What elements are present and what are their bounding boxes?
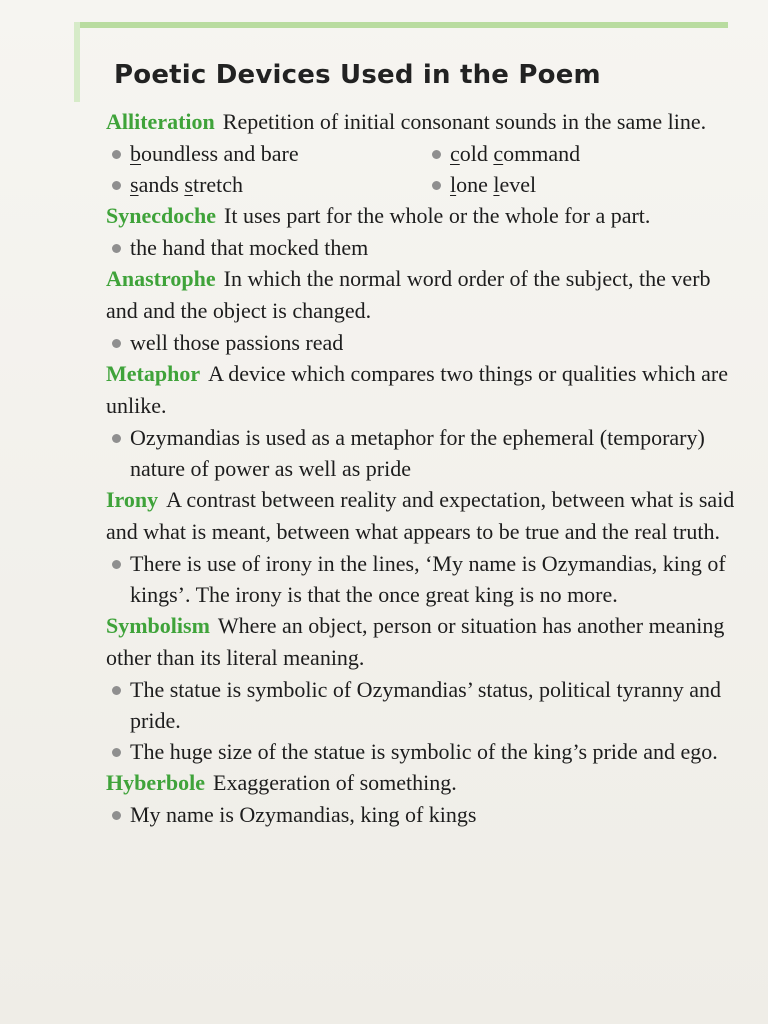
term-definition: Where an object, person or situation has another meaning other than its literal meaning. bbox=[106, 613, 725, 670]
left-accent-rule bbox=[74, 22, 80, 102]
entry-alliteration bbox=[106, 106, 738, 200]
term-label: Hyberbole bbox=[106, 770, 205, 795]
list-item: boundless and bare bbox=[106, 138, 426, 169]
term-label: Alliteration bbox=[106, 109, 215, 134]
term-label: Symbolism bbox=[106, 613, 210, 638]
list-item: lone level bbox=[426, 169, 726, 200]
entry-synecdoche bbox=[106, 200, 738, 263]
term-definition: A contrast between reality and expectation, between what is said and what is meant, between what appears to be true and the real truth. bbox=[106, 487, 735, 544]
term-definition: Repetition of initial consonant sounds in the same line. bbox=[222, 109, 707, 134]
example-list bbox=[106, 422, 738, 484]
list-item: The huge size of the statue is symbolic of the king’s pride and ego. bbox=[106, 736, 738, 767]
example-list bbox=[106, 548, 738, 610]
term-definition: A device which compares two things or qualities which are unlike. bbox=[106, 361, 729, 418]
list-item: The statue is symbolic of Ozymandias’ status, political tyranny and pride. bbox=[106, 674, 738, 736]
entry-hyberbole bbox=[106, 767, 738, 830]
example-list bbox=[106, 799, 738, 830]
term-definition: It uses part for the whole or the whole for a part. bbox=[224, 203, 651, 228]
example-list bbox=[106, 232, 738, 263]
term-label: Anastrophe bbox=[106, 266, 216, 291]
term-definition: In which the normal word order of the subject, the verb and and the object is changed. bbox=[106, 266, 711, 323]
example-list bbox=[106, 327, 738, 358]
term-label: Metaphor bbox=[106, 361, 201, 386]
top-accent-rule bbox=[74, 22, 728, 28]
list-item: sands stretch bbox=[106, 169, 426, 200]
entry-anastrophe bbox=[106, 263, 738, 358]
list-item: the hand that mocked them bbox=[106, 232, 738, 263]
entry-metaphor bbox=[106, 358, 738, 484]
list-item: Ozymandias is used as a metaphor for the ephemeral (temporary) nature of power as well as pride bbox=[106, 422, 738, 484]
term-definition: Exaggeration of something. bbox=[213, 770, 457, 795]
example-list bbox=[106, 138, 738, 200]
list-item: well those passions read bbox=[106, 327, 738, 358]
list-item: There is use of irony in the lines, ‘My name is Ozymandias, king of kings’. The irony is that the once great king is no more. bbox=[106, 548, 738, 610]
page-title: Poetic Devices Used in the Poem bbox=[114, 60, 601, 90]
example-list bbox=[106, 674, 738, 767]
devices-list bbox=[106, 106, 738, 830]
list-item: My name is Ozymandias, king of kings bbox=[106, 799, 738, 830]
list-item: cold command bbox=[426, 138, 726, 169]
term-label: Irony bbox=[106, 487, 159, 512]
entry-irony bbox=[106, 484, 738, 610]
entry-symbolism bbox=[106, 610, 738, 767]
term-label: Synecdoche bbox=[106, 203, 216, 228]
